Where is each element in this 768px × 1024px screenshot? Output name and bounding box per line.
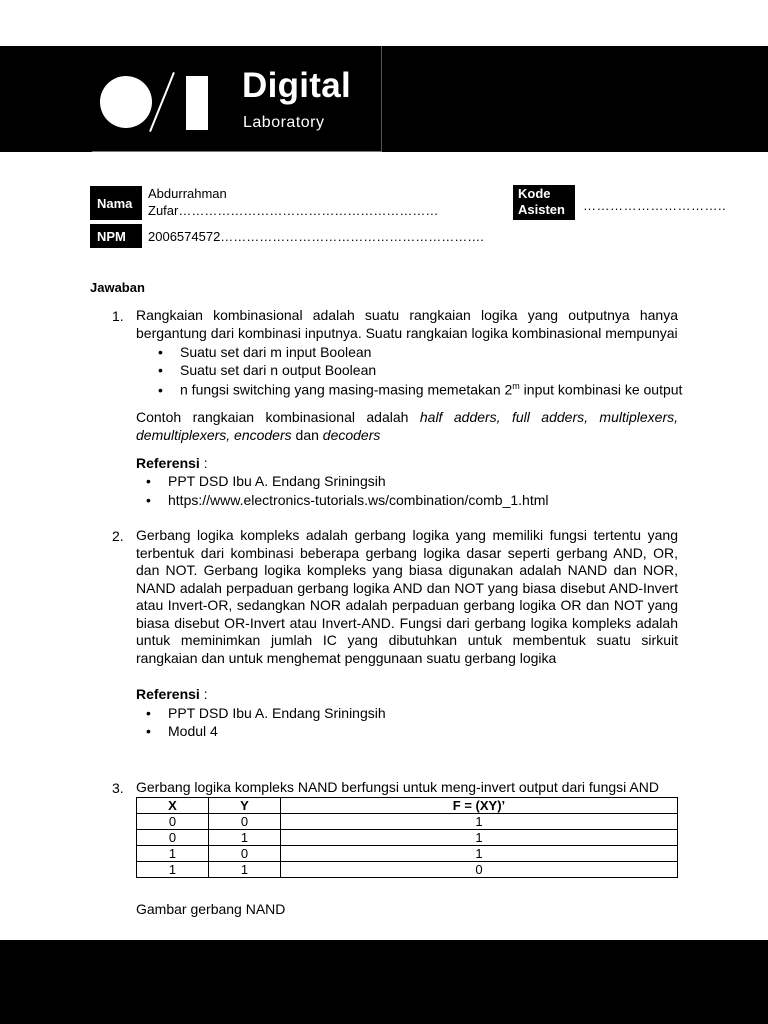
table-cell: 1: [280, 814, 677, 830]
footer-band: [0, 940, 768, 1024]
nama-label: Nama: [90, 186, 142, 220]
logo-circle-icon: [100, 76, 152, 128]
ref-text: PPT DSD Ibu A. Endang Sriningsih: [168, 705, 386, 721]
table-cell: 1: [280, 830, 677, 846]
bullet-text-pre: n fungsi switching yang masing-masing memetakan 2: [180, 381, 513, 398]
answer-2-ref-item: • PPT DSD Ibu A. Endang Sriningsih: [146, 705, 386, 721]
ref-label-text: Referensi: [136, 686, 200, 702]
example-italic: half adders, full adders, multiplexers, demultiplexers, encoders: [136, 409, 679, 443]
answer-2-ref-item: • Modul 4: [146, 723, 218, 739]
table-cell: 1: [280, 846, 677, 862]
answer-1-example: [136, 409, 678, 444]
table-cell: 1: [137, 862, 209, 878]
header-cell: X: [137, 798, 209, 814]
table-cell: 0: [137, 814, 209, 830]
brand-title: Digital: [242, 66, 352, 105]
answer-1-ref-item: • https://www.electronics-tutorials.ws/combination/comb_1.html: [146, 492, 549, 508]
answer-2-number: 2.: [112, 528, 124, 544]
answer-1-bullet: • Suatu set dari n output Boolean: [158, 362, 377, 378]
answer-1-bullet: • Suatu set dari m input Boolean: [158, 344, 372, 360]
nama-value-line1: Abdurrahman: [148, 186, 227, 201]
ref-text: Modul 4: [168, 723, 218, 739]
answer-2-ref-label: [136, 686, 208, 702]
header-cell: Y: [208, 798, 280, 814]
table-row: [137, 830, 678, 846]
table-cell: 0: [137, 830, 209, 846]
answer-1-number: 1.: [112, 308, 124, 324]
top-margin: [0, 0, 768, 46]
answer-1-ref-item: • PPT DSD Ibu A. Endang Sriningsih: [146, 473, 386, 489]
example-text: Contoh rangkaian kombinasional adalah: [136, 409, 420, 425]
answer-3-caption: Gambar gerbang NAND: [136, 901, 286, 917]
ref-text: PPT DSD Ibu A. Endang Sriningsih: [168, 473, 386, 489]
npm-value: 2006574572…………………………………………………….: [148, 229, 484, 244]
ref-colon: :: [199, 455, 208, 471]
answer-3-paragraph: Gerbang logika kompleks NAND berfungsi untuk meng-invert output dari fungsi AND: [136, 779, 659, 795]
table-row: [137, 862, 678, 878]
table-cell: 1: [208, 862, 280, 878]
kode-label-line2: Asisten: [518, 202, 565, 217]
table-row: [137, 814, 678, 830]
answer-1-bullet: • n fungsi switching yang masing-masing memetakan 2$^m$ input kombinasi ke output: [158, 381, 683, 398]
example-italic: decoders: [322, 426, 381, 443]
answer-1-ref-label: [136, 455, 208, 471]
example-text: dan: [291, 426, 323, 443]
logo-bar-icon: [186, 76, 208, 130]
table-cell: 0: [280, 862, 677, 878]
answer-3-number: 3.: [112, 780, 124, 796]
answer-1-paragraph: Rangkaian kombinasional adalah suatu rangkaian logika yang outputnya hanya bergantung dari kombinasi inputnya. Suatu rangkaian logika kombinasional mempunyai: [136, 307, 678, 341]
npm-label: NPM: [90, 224, 142, 248]
bullet-text: Suatu set dari m input Boolean: [180, 344, 372, 360]
kode-label-line1: Kode: [518, 186, 551, 201]
table-row: [137, 846, 678, 862]
ref-label-text: Referensi: [136, 455, 200, 471]
header-underline: [92, 151, 382, 152]
header-divider: [381, 46, 382, 152]
table-cell: 1: [208, 830, 280, 846]
kode-asisten-label: [513, 185, 575, 220]
truth-table: [136, 797, 678, 878]
bullet-superscript: m: [512, 381, 520, 391]
answer-2-paragraph: Gerbang logika kompleks adalah gerbang logika yang memiliki fungsi tertentu yang terbentuk dari kombinasi beberapa gerbang logika dasar seperti gerbang AND, OR, dan NOT. Gerbang logika kompleks yang biasa digunakan adalah NAND dan NOR, NAND adalah perpaduan gerbang logika AND dan NOT yang biasa disebut AND-Invert atau Invert-OR, sedangkan NOR adalah perpaduan gerbang logika OR dan NOT yang biasa disebut OR-Invert atau Invert-AND. Fungsi dari gerbang logika kompleks adalah untuk meminimkan jumlah IC yang dibutuhkan untuk membentuk suatu sirkuit rangkaian dan untuk menghemat penggunaan suatu gerbang logika: [136, 527, 678, 666]
ref-link[interactable]: https://www.electronics-tutorials.ws/combination/comb_1.html: [168, 492, 549, 508]
section-heading: Jawaban: [90, 280, 145, 295]
kode-asisten-value: …………………………..: [583, 198, 727, 213]
table-cell: 1: [137, 846, 209, 862]
truth-table-header: [137, 798, 678, 814]
nama-value-line2: Zufar……………………………………………………: [148, 203, 439, 218]
header-cell: F = (XY)’: [280, 798, 677, 814]
bullet-text-post: input kombinasi ke output: [519, 381, 683, 398]
bullet-text: Suatu set dari n output Boolean: [180, 362, 377, 378]
table-cell: 0: [208, 814, 280, 830]
ref-colon: :: [199, 686, 208, 702]
table-cell: 0: [208, 846, 280, 862]
brand-subtitle: Laboratory: [243, 114, 325, 131]
